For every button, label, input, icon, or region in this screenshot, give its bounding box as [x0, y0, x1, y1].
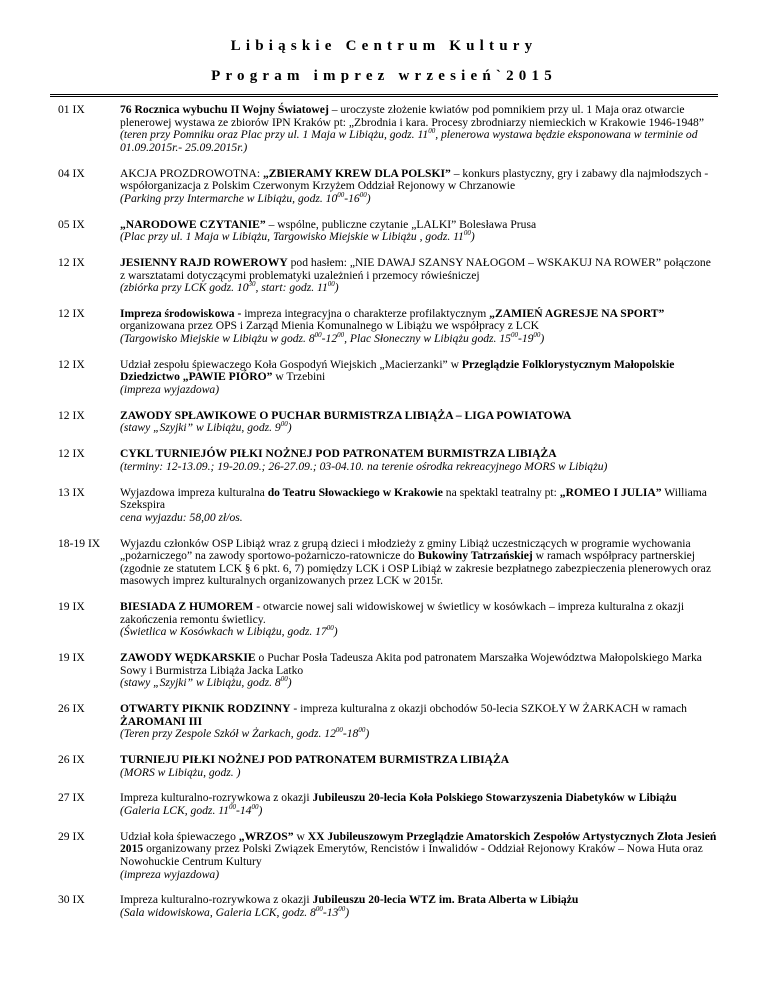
event-entry: [50, 754, 720, 779]
event-description: 76 Rocznica wybuchu II Wojny Światowej – uroczyste złożenie kwiatów pod pomnikiem przy ul. 1 Maja oraz otwarcie plenerowej wystawa ze zbiorów IPN Kraków pt: „Zbrodnia i kara. Procesy zbrodniarzy niemieckich w Krakowie 1946-1948” (teren przy Pomniku oraz Plac przy ul. 1 Maja w Libiążu, godz. $11^{00}$, plenerowa wystawa będzie eksponowana w terminie od 01.09.2015r.- 25.09.2015r.): [120, 103, 705, 154]
event-note: cena wyjazdu: 58,00 zł/os.: [120, 510, 243, 524]
event-entry: [50, 792, 720, 817]
event-note: (terminy: 12-13.09.; 19-20.09.; 26-27.09.; 03-04.10. na terenie ośrodka rekreacyjnego MORS w Libiążu): [120, 459, 608, 473]
event-description: TURNIEJU PIŁKI NOŻNEJ POD PATRONATEM BURMISTRZA LIBIĄŻA (MORS w Libiążu, godz. ): [120, 753, 510, 779]
event-date: 01 IX: [58, 103, 85, 116]
event-date: 12 IX: [58, 255, 85, 269]
event-entry: [50, 410, 720, 435]
event-note: (stawy „Szyjki” w Libiążu, godz. $9^{00}$): [120, 420, 292, 435]
event-description: ZAWODY SPŁAWIKOWE O PUCHAR BURMISTRZA LIBIĄŻA – LIGA POWIATOWA (stawy „Szyjki” w Libiążu, godz. $9^{00}$): [120, 408, 572, 435]
page-subtitle: Program imprez wrzesień`2015: [211, 68, 557, 84]
event-date: 26 IX: [58, 753, 85, 766]
event-entry: [50, 538, 720, 588]
event-date: 13 IX: [58, 485, 85, 499]
event-date: 19 IX: [58, 600, 85, 614]
event-description: Wyjazdu członków OSP Libiąż wraz z grupą dzieci i młodzieży z gminy Libiąż uczestniczących w programie wychowania „pożarniczego” na zawody sportowo-pożarniczo-ratownicze do Bukowiny Tatrzańskiej w ramach współpracy partnerskiej (zgodnie ze statutem LCK § 6 pkt. 6, 7) pomiędzy LCK i OSP Libiąż w zakresie bezpłatnego zabezpieczenia plenerowych oraz masowych imprez kulturalnych organizowanych przez LCK w 2015r.: [120, 536, 711, 588]
event-date: 04 IX: [58, 166, 85, 180]
event-note: (impreza wyjazdowa): [120, 867, 220, 881]
event-note: (zbiórka przy LCK godz. $10^{30}$, start: godz. $11^{00}$): [120, 280, 339, 295]
event-date: 12 IX: [58, 408, 85, 422]
event-date: 12 IX: [58, 306, 85, 320]
event-entry: [50, 487, 720, 525]
event-description: Wyjazdowa impreza kulturalna do Teatru Słowackiego w Krakowie na spektakl teatralny pt: „ROMEO I JULIA” Williama Szekspira cena wyjazdu: 58,00 zł/os.: [120, 485, 707, 524]
event-entry: [50, 448, 720, 473]
event-entry: [50, 257, 720, 295]
header-divider: [50, 94, 718, 97]
event-date: 05 IX: [58, 217, 85, 231]
event-entry: [50, 308, 720, 346]
event-entry: [50, 703, 720, 741]
event-description: AKCJA PROZDROWOTNA: „ZBIERAMY KREW DLA POLSKI” – konkurs plastyczny, gry i zabawy dla najmłodszych - współorganizacja z Polskim Czerwonym Krzyżem Oddział Rejonowy w Chrzanowie (Parking przy Intermarche w Libiążu, godz. $10^{00}-16^{00}$): [120, 166, 709, 205]
event-note: (Plac przy ul. 1 Maja w Libiążu, Targowisko Miejskie w Libiążu , godz. $11^{00}$): [120, 229, 475, 244]
event-date: 30 IX: [58, 893, 85, 907]
event-list: [50, 104, 720, 933]
event-entry: [50, 168, 720, 206]
event-date: 27 IX: [58, 791, 85, 805]
event-note: (Świetlica w Kosówkach w Libiążu, godz. $17^{00}$): [120, 624, 338, 639]
event-note: (Teren przy Zespole Szkół w Żarkach, godz. $12^{00}-18^{00}$): [120, 726, 370, 741]
event-entry: [50, 601, 720, 639]
event-date: 18-19 IX: [58, 536, 101, 550]
event-note: (stawy „Szyjki” w Libiążu, godz. $8^{00}$): [120, 675, 292, 690]
event-description: JESIENNY RAJD ROWEROWY pod hasłem: „NIE DAWAJ SZANSY NAŁOGOM – WSKAKUJ NA ROWER” połączone z warsztatami dotyczącymi problematyki uzależnień i przemocy rówieśniczej (zbiórka przy LCK godz. $10^{30}$, start: godz. $11^{00}$): [120, 255, 711, 295]
event-description: Impreza kulturalno-rozrywkowa z okazji Jubileuszu 20-lecia Koła Polskiego Stowarzyszenia Diabetyków w Libiążu (Galeria LCK, godz. $11^{00}-14^{00}$): [120, 791, 677, 817]
event-note: (Sala widowiskowa, Galeria LCK, godz. $8^{00}-13^{00}$): [120, 904, 350, 919]
event-description: Udział zespołu śpiewaczego Koła Gospodyń Wiejskich „Macierzanki” w Przeglądzie Folklorystycznym Małopolskie Dziedzictwo „PAWIE PIÓRO” w Trzebini (impreza wyjazdowa): [120, 357, 675, 397]
event-date: 19 IX: [58, 651, 85, 665]
event-description: ZAWODY WĘDKARSKIE o Puchar Posła Tadeusza Akita pod patronatem Marszałka Województwa Małopolskiego Marka Sowy i Burmistrza Libiąża Jacka Latko (stawy „Szyjki” w Libiążu, godz. $8^{00}$): [120, 651, 702, 690]
event-entry: [50, 831, 720, 881]
event-description: CYKL TURNIEJÓW PIŁKI NOŻNEJ POD PATRONATEM BURMISTRZA LIBIĄŻA (terminy: 12-13.09.; 19-20.09.; 26-27.09.; 03-04.10. na terenie ośrodka rekreacyjnego MORS w Libiążu): [120, 447, 608, 473]
page-title: Libiąskie Centrum Kultury: [230, 38, 538, 54]
event-description: BIESIADA Z HUMOREM - otwarcie nowej sali widowiskowej w świetlicy w kosówkach – impreza kulturalna z okazji zakończenia remontu świetlicy. (Świetlica w Kosówkach w Libiążu, godz. $17^{00}$): [120, 600, 685, 639]
event-description: Impreza kulturalno-rozrywkowa z okazji Jubileuszu 20-lecia WTZ im. Brata Alberta w Libiążu (Sala widowiskowa, Galeria LCK, godz. $8^{00}-13^{00}$): [120, 893, 579, 919]
event-description: OTWARTY PIKNIK RODZINNY - impreza kulturalna z okazji obchodów 50-lecia SZKOŁY W ŻARKACH w ramach ŻAROMANI III (Teren przy Zespole Szkół w Żarkach, godz. $12^{00}-18^{00}$): [120, 702, 687, 741]
event-entry: [50, 219, 720, 244]
event-description: Udział koła śpiewaczego „WRZOS” w XX Jubileuszowym Przeglądzie Amatorskich Zespołów Artystycznych Złota Jesień 2015 organizowany przez Polski Związek Emerytów, Rencistów i Inwalidów - Oddział Rejonowy Kraków – Nowa Huta oraz Nowohuckie Centrum Kultury (impreza wyjazdowa): [120, 829, 717, 881]
event-date: 12 IX: [58, 357, 85, 371]
event-entry: [50, 104, 720, 154]
event-date: 29 IX: [58, 829, 85, 843]
event-entry: [50, 894, 720, 919]
event-note: (MORS w Libiążu, godz. ): [120, 765, 241, 779]
event-note: (teren przy Pomniku oraz Plac przy ul. 1 Maja w Libiążu, godz. $11^{00}$, plenerowa wystawa będzie eksponowana w terminie od 01.09.2015r.- 25.09.2015r.): [120, 127, 698, 154]
event-description: Impreza środowiskowa - impreza integracyjna o charakterze profilaktycznym „ZAMIEŃ AGRESJE NA SPORT” organizowana przez OPS i Zarząd Mienia Komunalnego w Libiążu we współpracy z LCK (Targowisko Miejskie w Libiążu w godz. $8^{00}-12^{00}$, Plac Słoneczny w Libiążu godz. $15^{00}-19^{00}$): [120, 306, 665, 346]
event-note: (impreza wyjazdowa): [120, 383, 220, 397]
event-note: (Parking przy Intermarche w Libiążu, godz. $10^{00}-16^{00}$): [120, 190, 371, 205]
event-entry: [50, 652, 720, 690]
event-entry: [50, 359, 720, 397]
event-note: (Targowisko Miejskie w Libiążu w godz. $8^{00}-12^{00}$, Plac Słoneczny w Libiążu godz. $15^{00}-19^{00}$): [120, 331, 545, 346]
event-description: „NARODOWE CZYTANIE” – wspólne, publiczne czytanie „LALKI” Bolesława Prusa (Plac przy ul. 1 Maja w Libiążu, Targowisko Miejskie w Libiążu , godz. $11^{00}$): [120, 217, 537, 244]
event-note: (Galeria LCK, godz. $11^{00}-14^{00}$): [120, 802, 263, 817]
event-date: 12 IX: [58, 447, 85, 461]
event-date: 26 IX: [58, 702, 85, 716]
